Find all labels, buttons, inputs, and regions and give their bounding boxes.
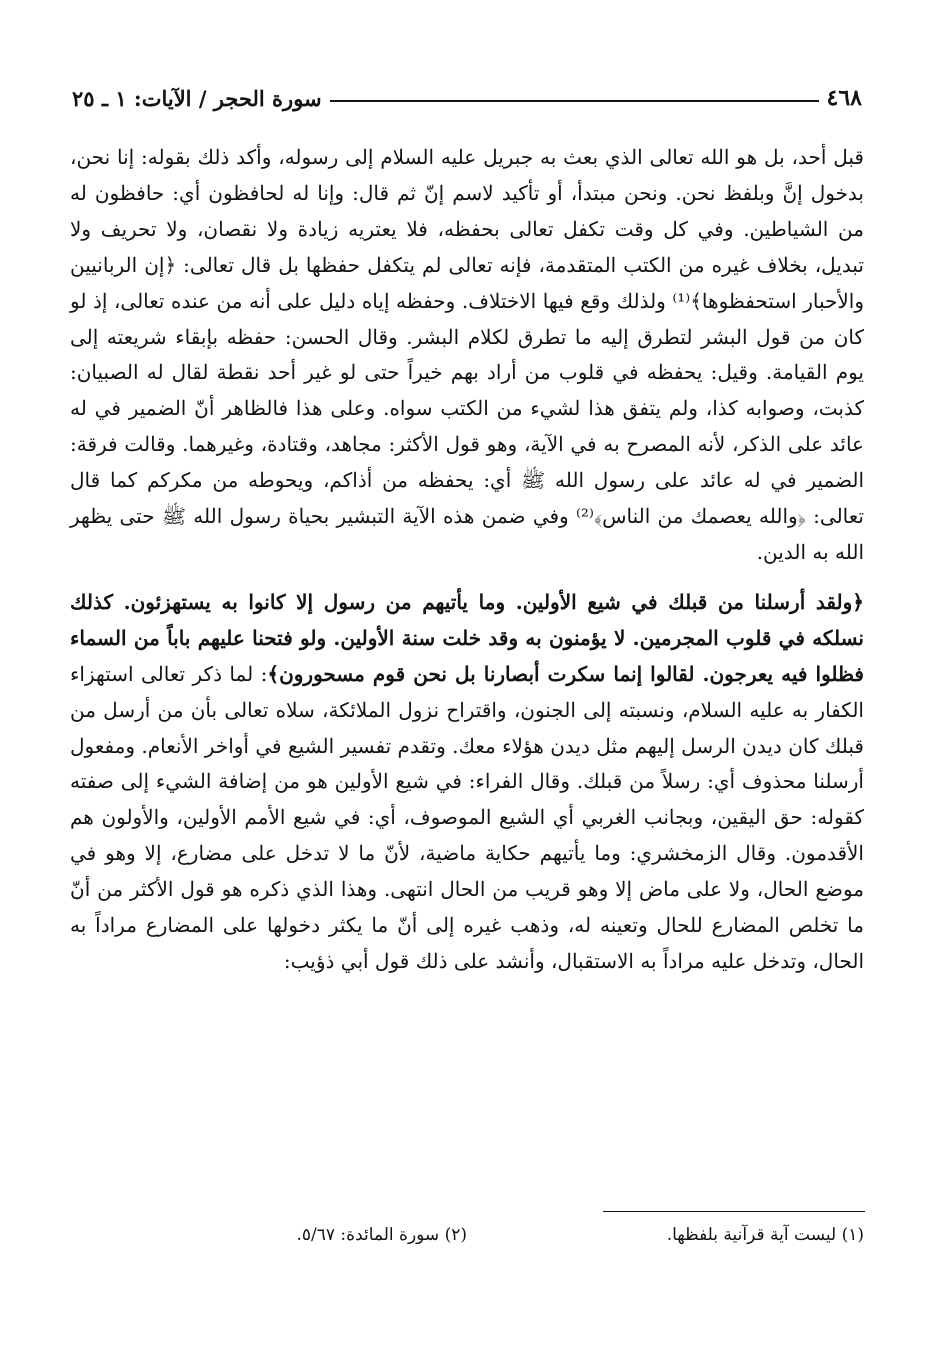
paragraph-2 [70,585,864,980]
header-rule [330,100,819,102]
commentary-text: : لما ذكر تعالى استهزاء الكفار به عليه السلام، ونسبته إلى الجنون، واقتراح نزول الملائكة، سلاه تعالى بأن من أرسل من قبلك كان ديدن الرسل إليهم مثل ديدن هؤلاء معك. وتقدم تفسير الشيع في أواخر الأنعام. ومفعول أرسلنا محذوف أي: رسلاً من قبلك. وقال الفراء: في شيع الأولين هو من إضافة الشيء إلى صفته كقوله: حق اليقين، وبجانب الغربي أي الشيع الموصوف، أي: في شيع الأمم الأولين، والأولون هم الأقدمون. وقال الزمخشري: وما يأتيهم حكاية ماضية، لأنّ ما لا تدخل على مضارع، إلا وهو في موضع الحال، ولا على ماض إلا وهو قريب من الحال انتهى. وهذا الذي ذكره هو قول الأكثر من أنّ ما تخلص المضارع للحال وتعينه له، وذهب غيره إلى أنّ ما يكثر دخولها على المضارع مراداً به الحال، وتدخل عليه مراداً به الاستقبال، وأنشد على ذلك قول أبي ذؤيب: [70,661,864,973]
footnotes [70,1222,864,1248]
main-text [70,140,864,980]
footnote-2: (٢) سورة المائدة: ٥/٦٧. [296,1225,467,1245]
footnote-1: (١) ليست آية قرآنية بلفظها. [666,1225,864,1245]
paragraph-1: قبل أحد، بل هو الله تعالى الذي بعث به جبريل عليه السلام إلى رسوله، وأكد ذلك بقوله: إنا نحن، بدخول إنَّ وبلفظ نحن. ونحن مبتدأ، أو تأكيد لاسم إنّ ثم قال: وإنا له لحافظون أي: حافظون له من الشياطين. وفي كل وقت تكفل تعالى بحفظه، فلا يعتريه زيادة ولا نقصان، ولا تحريف ولا تبديل، بخلاف غيره من الكتب المتقدمة، فإنه تعالى لم يتكفل حفظها بل قال تعالى: ﴿إن الربانيين والأحبار استحفظوها﴾⁽¹⁾ ولذلك وقع فيها الاختلاف. وحفظه إياه دليل على أنه من عنده تعالى، إذ لو كان من قول البشر لتطرق إليه ما تطرق لكلام البشر. وقال الحسن: حفظه بإبقاء شريعته إلى يوم القيامة. وقيل: يحفظه في قلوب من أراد بهم خيراً حتى لو غير أحد نقطة لقال له الصبيان: كذبت، وصوابه كذا، ولم يتفق هذا لشيء من الكتب سواه. وعلى هذا فالظاهر أنّ الضمير في له عائد على الذكر، لأنه المصرح به في الآية، وهو قول الأكثر: مجاهد، وقتادة، وغيرهما. وقالت فرقة: الضمير في له عائد على رسول الله ﷺ أي: يحفظه من أذاكم، ويحوطه من مكركم كما قال تعالى: ﴿والله يعصمك من الناس﴾⁽²⁾ وفي ضمن هذه الآية التبشير بحياة رسول الله ﷺ حتى يظهر الله به الدين. [70,145,865,564]
quran-verse: ﴿ولقد أرسلنا من قبلك في شيع الأولين. وما يأتيهم من رسول إلا كانوا به يستهزئون. كذلك نسلكه في قلوب المجرمين. لا يؤمنون به وقد خلت سنة الأولين. ولو فتحنا عليهم باباً من السماء فظلوا فيه يعرجون. لقالوا إنما سكرت أبصارنا بل نحن قوم مسحورون﴾ [70,589,864,686]
footnote-separator [603,1211,865,1212]
page-number: ٤٦٨ [826,85,862,111]
running-title: سورة الحجر / الآيات: ١ ـ ٢٥ [72,85,322,111]
running-header [72,78,862,118]
